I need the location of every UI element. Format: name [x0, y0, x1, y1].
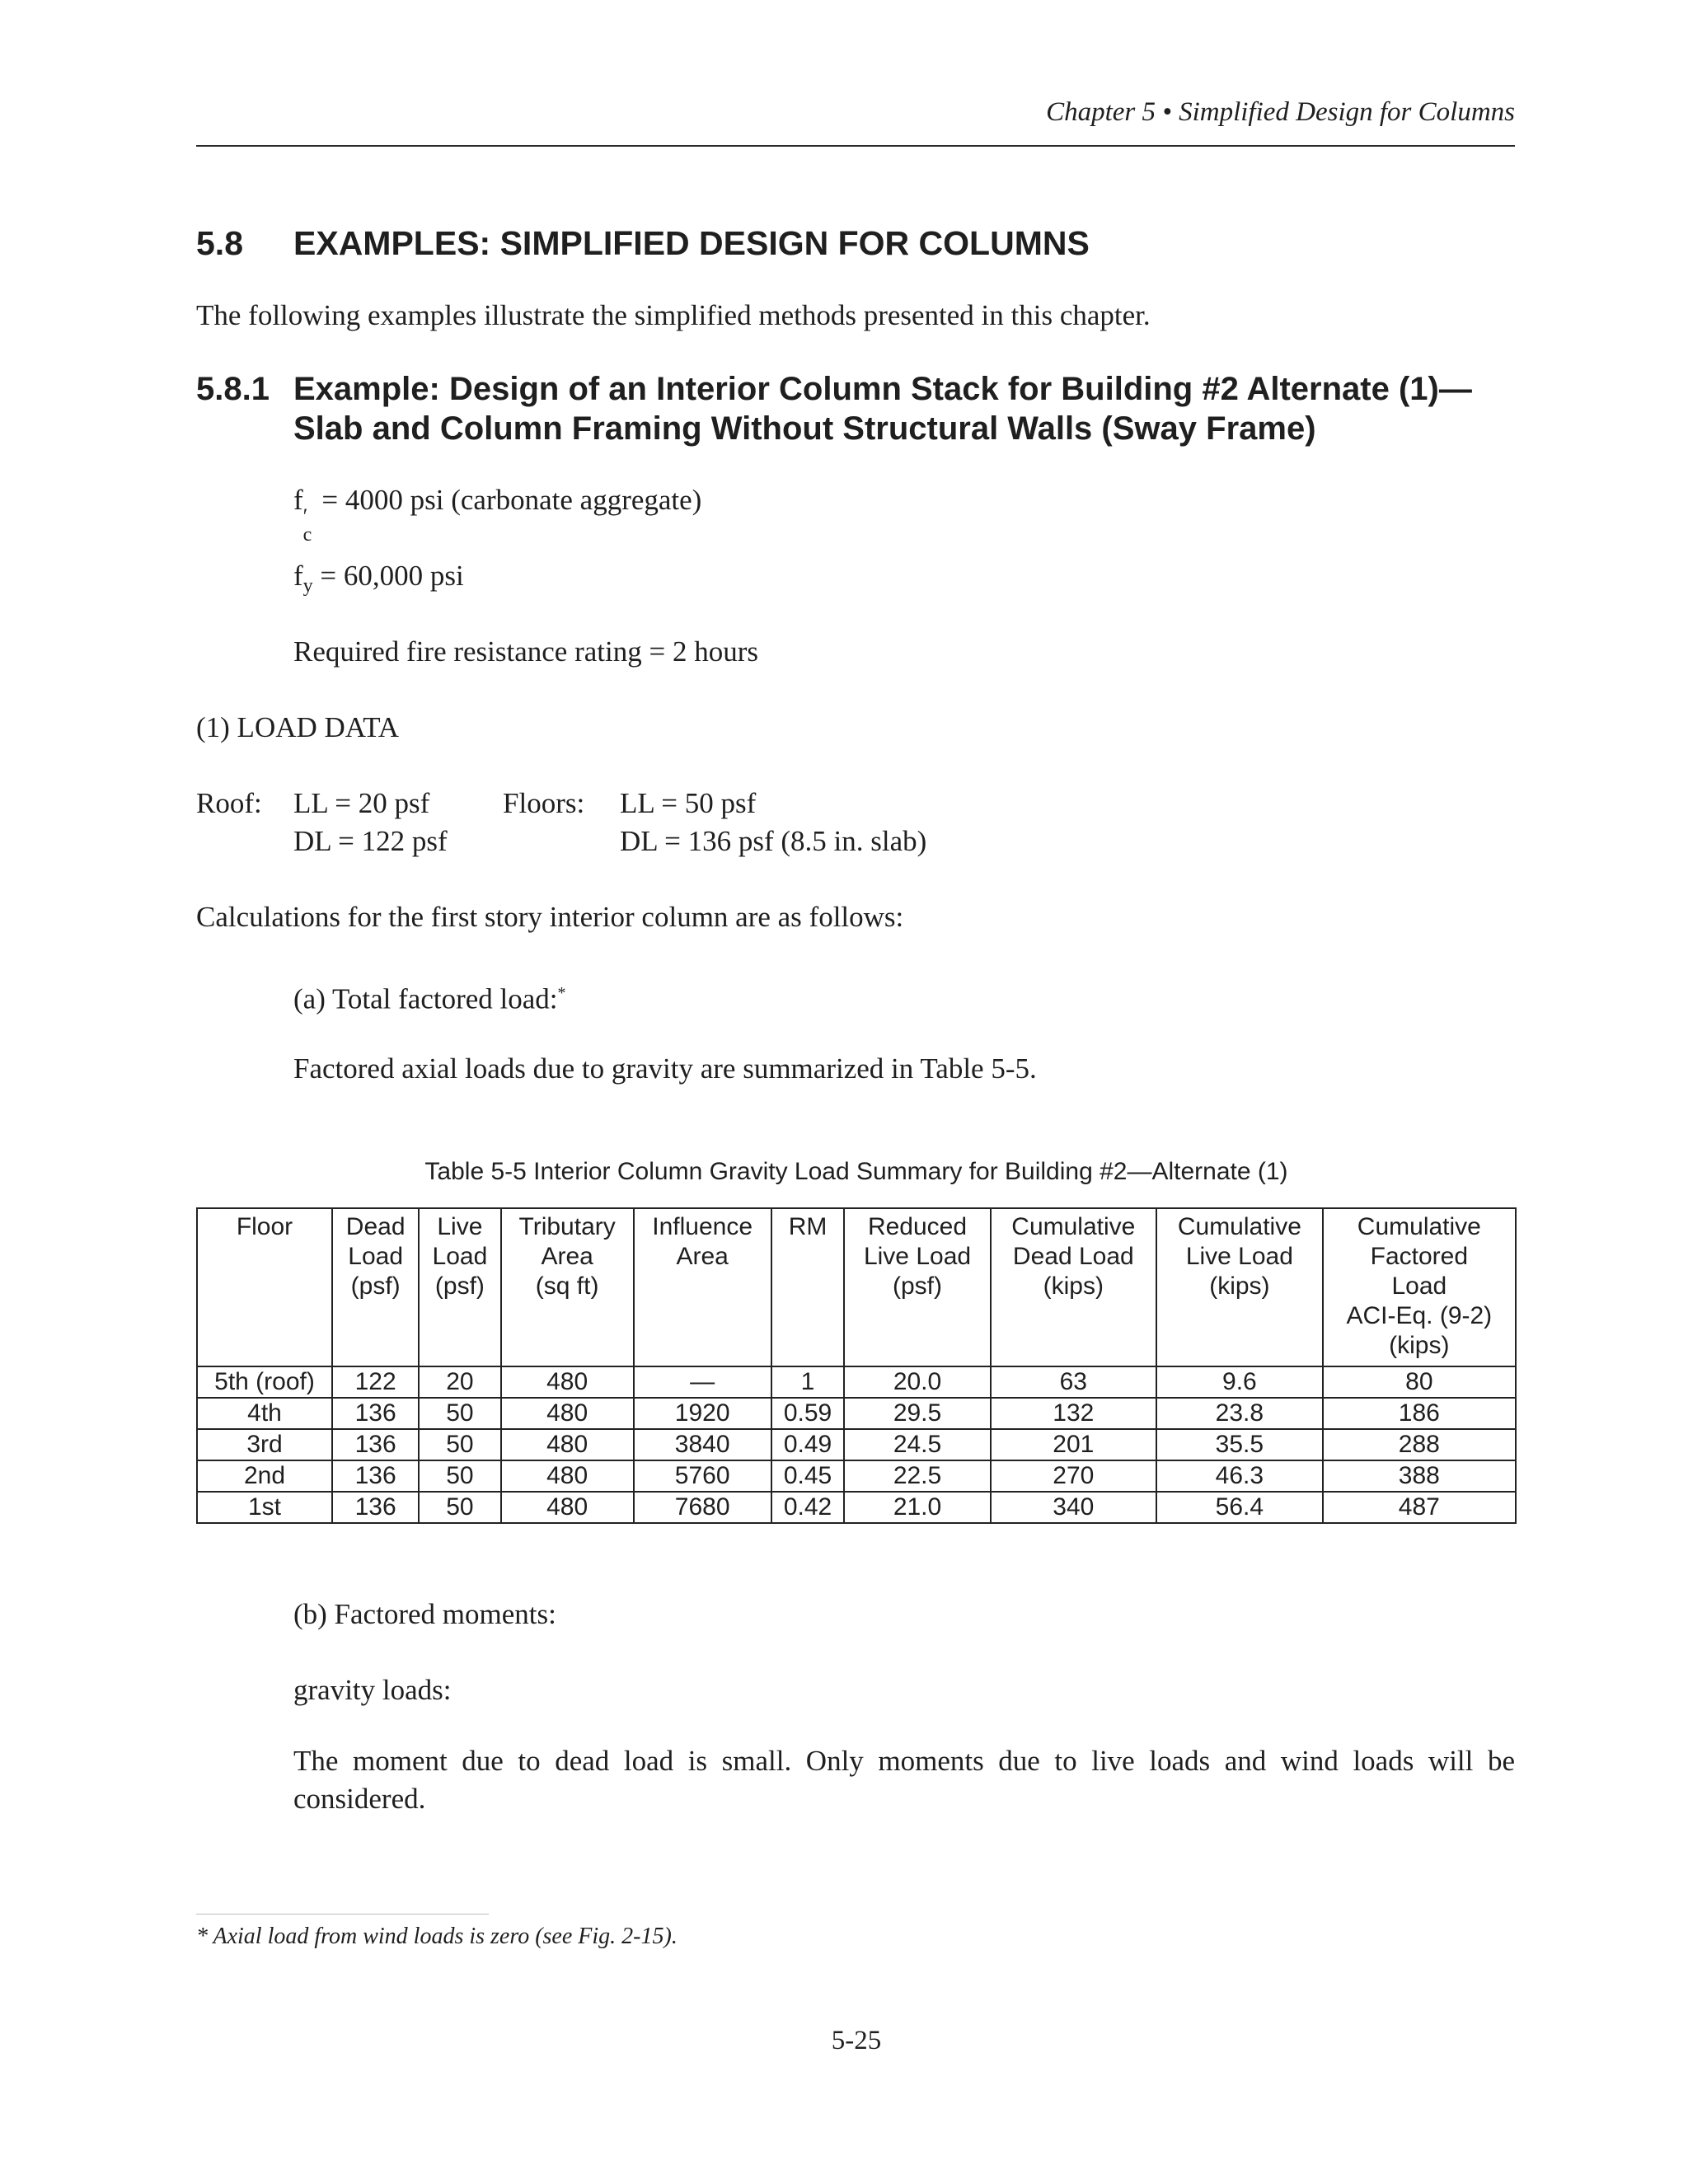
- footnote: * Axial load from wind loads is zero (see Fig. 2-15).: [196, 1924, 678, 1949]
- cell-cumulative-factored-load: 487: [1323, 1492, 1516, 1523]
- step-a-heading: [293, 974, 566, 1019]
- cell-reduced-live-load: 29.5: [844, 1398, 990, 1429]
- cell-cumulative-factored-load: 80: [1323, 1366, 1516, 1398]
- subsection-number: 5.8.1: [196, 371, 270, 407]
- fy-subscript: y: [302, 575, 313, 597]
- cell-live-load: 50: [419, 1492, 500, 1523]
- fy-symbol: f: [293, 560, 303, 592]
- step-a-label: (a) Total factored load:: [293, 982, 558, 1015]
- table-header-row: [197, 1208, 1516, 1366]
- fc-symbol: f: [293, 484, 303, 516]
- cell-rm: 0.49: [771, 1429, 845, 1460]
- table-row: [197, 1492, 1516, 1523]
- cell-influence-area: 7680: [634, 1492, 771, 1523]
- cell-cumulative-live-load: 46.3: [1156, 1460, 1323, 1492]
- cell-cumulative-dead-load: 201: [991, 1429, 1157, 1460]
- subsection-heading: [196, 369, 1531, 452]
- table-row: [197, 1366, 1516, 1398]
- cell-influence-area: 3840: [634, 1429, 771, 1460]
- roof-dead-load: DL = 122 psf: [293, 825, 448, 857]
- roof-label: Roof:: [196, 787, 262, 819]
- table-caption: Table 5-5 Interior Column Gravity Load Summary for Building #2—Alternate (1): [424, 1158, 1288, 1185]
- header-cumulative-factored-load: Cumulative Factored Load ACI-Eq. (9-2) (kips): [1323, 1208, 1516, 1366]
- header-live-load: Live Load (psf): [419, 1208, 500, 1366]
- header-cumulative-dead-load: Cumulative Dead Load (kips): [991, 1208, 1157, 1366]
- fc-prime: ′: [302, 504, 308, 528]
- cell-live-load: 50: [419, 1460, 500, 1492]
- cell-floor: 5th (roof): [197, 1366, 332, 1398]
- cell-cumulative-dead-load: 132: [991, 1398, 1157, 1429]
- floors-live-load: LL = 50 psf: [620, 787, 757, 819]
- cell-floor: 4th: [197, 1398, 332, 1429]
- floors-dead-load: DL = 136 psf (8.5 in. slab): [620, 825, 927, 857]
- cell-cumulative-factored-load: 288: [1323, 1429, 1516, 1460]
- section-heading: [196, 224, 1090, 263]
- cell-floor: 1st: [197, 1492, 332, 1523]
- cell-dead-load: 136: [332, 1398, 419, 1429]
- cell-tributary-area: 480: [501, 1492, 634, 1523]
- cell-cumulative-dead-load: 340: [991, 1492, 1157, 1523]
- cell-rm: 0.45: [771, 1460, 845, 1492]
- footnote-mark: *: [557, 984, 566, 1002]
- cell-dead-load: 136: [332, 1492, 419, 1523]
- gravity-loads-label: gravity loads:: [293, 1674, 452, 1706]
- cell-rm: 0.42: [771, 1492, 845, 1523]
- subsection-title: Example: Design of an Interior Column Stack for Building #2 Alternate (1)—Slab and Column Framing Without Structural Walls (Sway Frame): [293, 371, 1472, 447]
- cell-rm: 0.59: [771, 1398, 845, 1429]
- fc-subscript: c: [302, 524, 312, 546]
- cell-cumulative-dead-load: 270: [991, 1460, 1157, 1492]
- cell-influence-area: —: [634, 1366, 771, 1398]
- table-row: [197, 1398, 1516, 1429]
- cell-influence-area: 5760: [634, 1460, 771, 1492]
- given-fc: [293, 481, 702, 546]
- intro-paragraph: The following examples illustrate the simplified methods presented in this chapter.: [196, 299, 1151, 331]
- cell-tributary-area: 480: [501, 1398, 634, 1429]
- header-tributary-area: Tributary Area (sq ft): [501, 1208, 634, 1366]
- cell-cumulative-factored-load: 186: [1323, 1398, 1516, 1429]
- header-influence-area: Influence Area: [634, 1208, 771, 1366]
- cell-live-load: 20: [419, 1366, 500, 1398]
- header-floor: Floor: [197, 1208, 332, 1366]
- cell-live-load: 50: [419, 1398, 500, 1429]
- cell-floor: 3rd: [197, 1429, 332, 1460]
- header-rule: [196, 145, 1515, 147]
- footnote-rule: [196, 1914, 489, 1915]
- cell-dead-load: 122: [332, 1366, 419, 1398]
- floors-label: Floors:: [503, 787, 585, 819]
- given-fire-rating: Required fire resistance rating = 2 hours: [293, 635, 758, 668]
- page-number: 5-25: [831, 2026, 882, 2055]
- cell-tributary-area: 480: [501, 1429, 634, 1460]
- step-a-text: Factored axial loads due to gravity are summarized in Table 5-5.: [293, 1052, 1037, 1085]
- cell-cumulative-live-load: 9.6: [1156, 1366, 1323, 1398]
- cell-cumulative-factored-load: 388: [1323, 1460, 1516, 1492]
- cell-influence-area: 1920: [634, 1398, 771, 1429]
- cell-floor: 2nd: [197, 1460, 332, 1492]
- header-rm: RM: [771, 1208, 845, 1366]
- cell-cumulative-live-load: 23.8: [1156, 1398, 1323, 1429]
- header-cumulative-live-load: Cumulative Live Load (kips): [1156, 1208, 1323, 1366]
- cell-cumulative-live-load: 56.4: [1156, 1492, 1323, 1523]
- table-row: [197, 1460, 1516, 1492]
- cell-tributary-area: 480: [501, 1366, 634, 1398]
- cell-reduced-live-load: 22.5: [844, 1460, 990, 1492]
- running-head: Chapter 5 • Simplified Design for Columns: [1046, 97, 1515, 127]
- moment-paragraph: The moment due to dead load is small. Only moments due to live loads and wind loads will be considered.: [293, 1745, 1515, 1815]
- cell-tributary-area: 480: [501, 1460, 634, 1492]
- fy-value: = 60,000 psi: [312, 560, 464, 592]
- fc-value: = 4000 psi (carbonate aggregate): [314, 484, 702, 516]
- roof-live-load: LL = 20 psf: [293, 787, 430, 819]
- load-summary-table: [196, 1207, 1517, 1524]
- table-row: [197, 1429, 1516, 1460]
- section-title: EXAMPLES: SIMPLIFIED DESIGN FOR COLUMNS: [293, 224, 1090, 262]
- section-number: 5.8: [196, 224, 243, 262]
- cell-cumulative-dead-load: 63: [991, 1366, 1157, 1398]
- header-reduced-live-load: Reduced Live Load (psf): [844, 1208, 990, 1366]
- cell-dead-load: 136: [332, 1429, 419, 1460]
- step-b-heading: (b) Factored moments:: [293, 1598, 556, 1630]
- cell-reduced-live-load: 20.0: [844, 1366, 990, 1398]
- calc-intro: Calculations for the first story interior column are as follows:: [196, 901, 904, 933]
- cell-live-load: 50: [419, 1429, 500, 1460]
- cell-reduced-live-load: 21.0: [844, 1492, 990, 1523]
- given-fy: [293, 557, 464, 605]
- cell-rm: 1: [771, 1366, 845, 1398]
- cell-reduced-live-load: 24.5: [844, 1429, 990, 1460]
- load-data-heading: (1) LOAD DATA: [196, 711, 400, 743]
- cell-dead-load: 136: [332, 1460, 419, 1492]
- cell-cumulative-live-load: 35.5: [1156, 1429, 1323, 1460]
- header-dead-load: Dead Load (psf): [332, 1208, 419, 1366]
